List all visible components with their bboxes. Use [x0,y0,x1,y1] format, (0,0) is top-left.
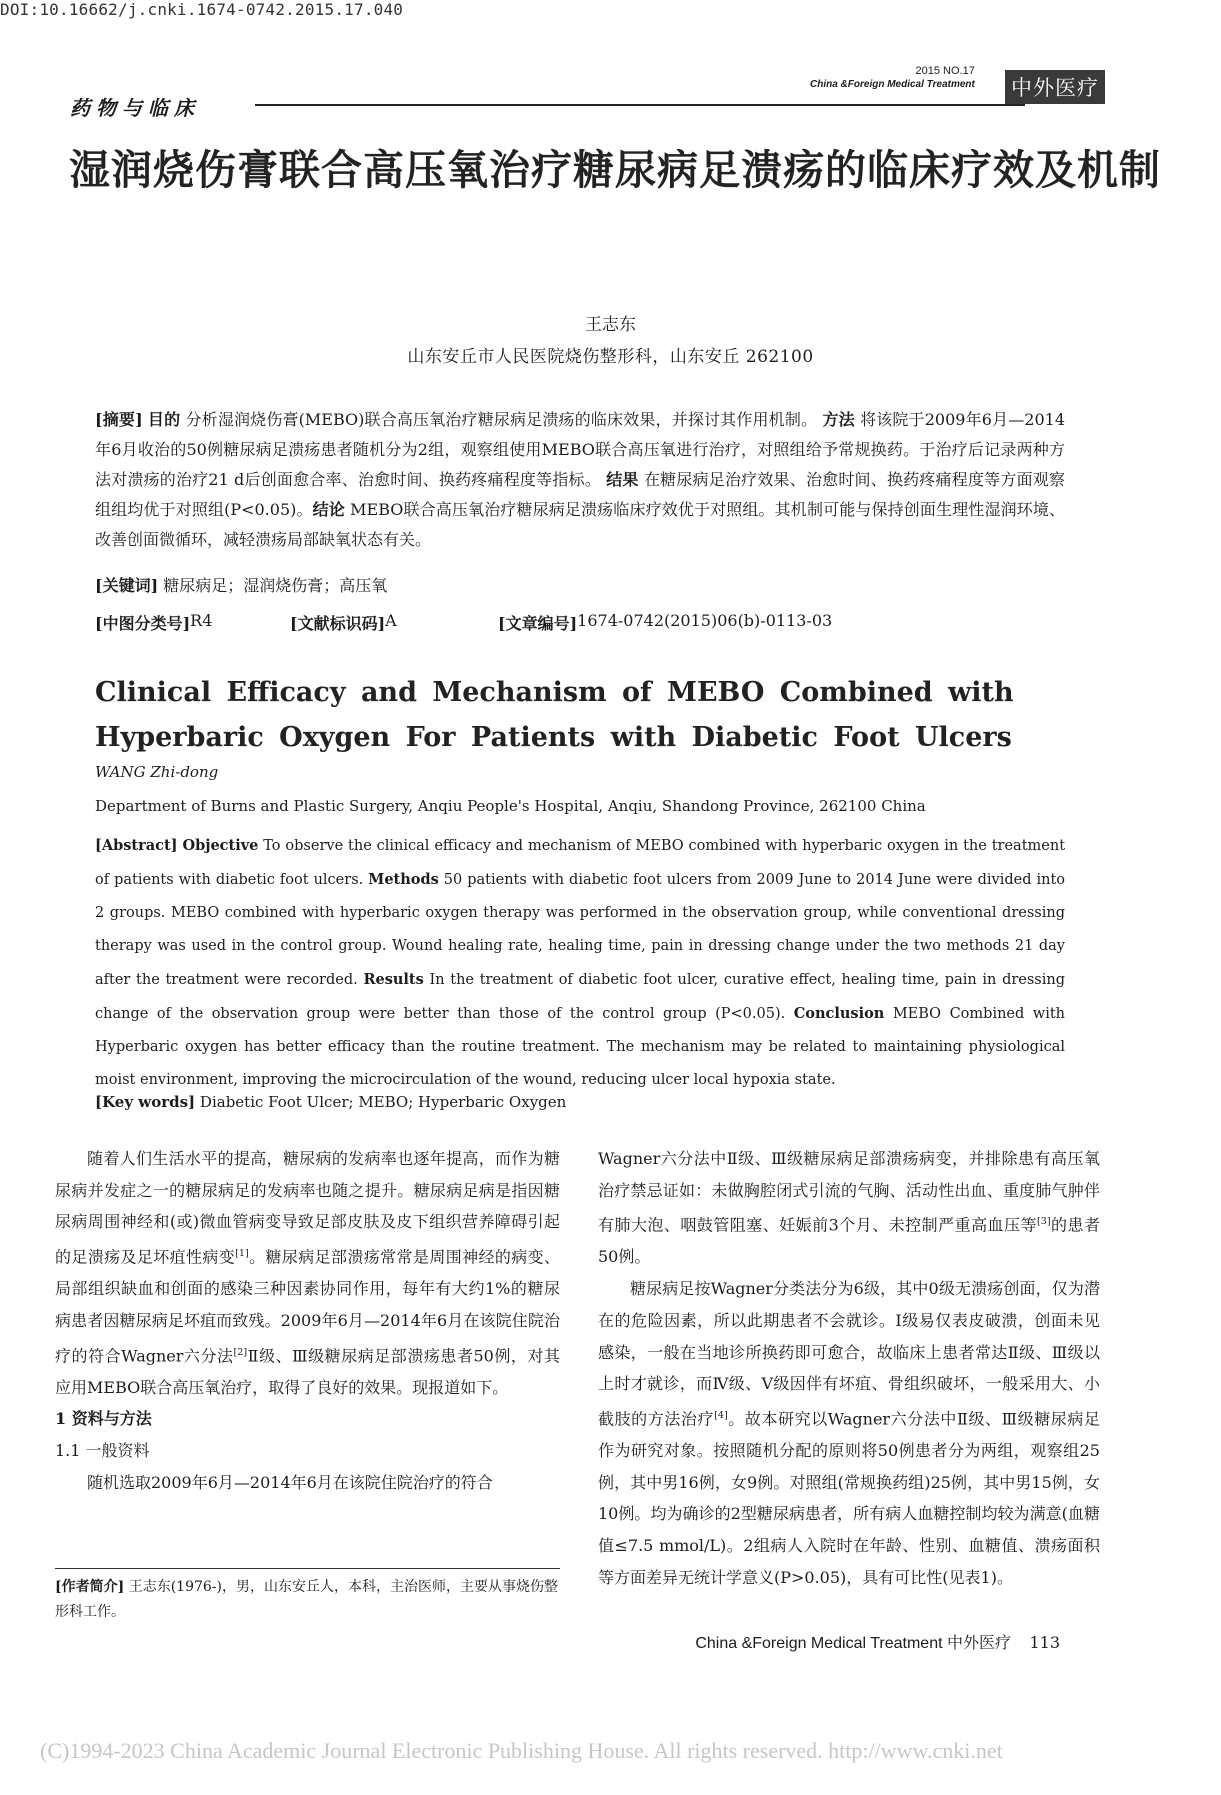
abstract-cn-obj: 分析湿润烧伤膏(MEBO)联合高压氧治疗糖尿病足溃疡的临床效果，并探讨其作用机制。 [185,410,818,429]
keywords-en [95,1093,566,1111]
keywords-cn [95,573,387,596]
title-cn: 湿润烧伤膏联合高压氧治疗糖尿病足溃疡的临床疗效及机制 [69,146,1161,194]
abstract-en-label: [Abstract] [95,837,178,854]
subsection-heading: 1.1 一般资料 [55,1440,150,1460]
page-number: 113 [1029,1633,1060,1652]
citation: [1] [235,1248,249,1260]
section-heading: 1 资料与方法 [55,1409,152,1429]
body-text: Wagner六分法中Ⅱ级、Ⅲ级糖尿病足部溃疡病变，并排除患有高压氧治疗禁忌证如：未做胸腔闭式引流的气胸、活动性出血、重度肺气肿伴有肺大泡、咽鼓管阻塞、妊娠前3个月、未控制严重高血压等 [598,1149,1100,1235]
keywords-en-text: Diabetic Foot Ulcer; MEBO; Hyperbaric Oxygen [199,1093,567,1111]
affiliation-cn: 山东安丘市人民医院烧伤整形科，山东安丘 262100 [407,347,814,367]
doc-field [290,611,397,634]
keywords-en-label: [Key words] [95,1093,196,1111]
abstract-cn-method: 将该院于2009年6月—2014年6月收治的50例糖尿病足溃疡患者随机分为2组，观察组使用MEBO联合高压氧进行治疗，对照组给予常规换药。于治疗后记录两种方法对溃疡的治疗21 d后创面愈合率、治愈时间、换药疼痛程度等指标。 [95,410,1066,489]
year-issue: 2015 NO.17 [915,65,975,77]
footnote-text: 王志东(1976-)，男，山东安丘人，本科，主治医师，主要从事烧伤整形科工作。 [55,1579,558,1620]
body-column-left [55,1143,560,1498]
abstract-en-method-label: Methods [368,871,439,888]
body-column-right [598,1143,1100,1594]
footnote-rule [55,1568,560,1569]
body-paragraph [55,1143,560,1403]
abstract-cn [95,405,1065,555]
affiliation-en: Department of Burns and Plastic Surgery, Anqiu People's Hospital, Anqiu, Shandong Province, 262100 China [95,797,926,815]
citation: [3] [1036,1216,1051,1228]
clc-value: R4 [190,611,213,630]
citation: [2] [233,1346,248,1358]
abstract-en-result: In the treatment of diabetic foot ulcer, curative effect, healing time, pain in dressing change of the observation group were better than those of the control group (P<0.05). [95,972,1065,1022]
clc-field [95,611,213,634]
abstract-cn-concl-label: 结论 [312,500,345,519]
abstract-cn-obj-label: 目的 [147,410,181,429]
journal-badge: 中外医疗 [1005,70,1105,104]
body-text: 。糖尿病足部溃疡常常是周围神经的病变、局部组织缺血和创面的感染三种因素协同作用，每年有大约1%的糖尿病患者因糖尿病足坏疽而致残。2009年6月—2014年6月在该院住院治疗的符合Wagner六分法 [55,1247,560,1365]
title-en: Clinical Efficacy and Mechanism of MEBO Combined with Hyperbaric Oxygen For Patients with Diabetic Foot Ulcers [95,677,1014,753]
body-text: 随着人们生活水平的提高，糖尿病的发病率也逐年提高，而作为糖尿病并发症之一的糖尿病足的发病率也随之提升。糖尿病足病是指因糖尿病周围神经和(或)微血管病变导致足部皮肤及皮下组织营养障碍引起的足溃疡及足坏疽性病变 [55,1149,560,1267]
keywords-cn-text: 糖尿病足；湿润烧伤膏；高压氧 [163,576,388,595]
abstract-en-concl: MEBO Combined with Hyperbaric oxygen has better efficacy than the routine treatment. The mechanism may be related to maintaining physiological moist environment, improving the microcirculation of the wound, reducing ulcer local hypoxia state. [95,1006,1066,1088]
abstract-en-result-label: Results [363,971,424,988]
abstract-cn-method-label: 方法 [822,410,855,429]
abstract-en-obj: To observe the clinical efficacy and mechanism of MEBO combined with hyperbaric oxygen in the treatment of patients with diabetic foot ulcers. [95,838,1066,888]
journal-meta [810,64,975,92]
art-value: 1674-0742(2015)06(b)-0113-03 [577,611,833,630]
abstract-en [95,829,1065,1097]
body-paragraph: 随机选取2009年6月—2014年6月在该院住院治疗的符合 [87,1472,493,1492]
body-text: 。故本研究以Wagner六分法中Ⅱ级、Ⅲ级糖尿病足作为研究对象。按照随机分配的原则将50例患者分为两组，观察组25例，其中男16例，女9例。对照组(常规换药组)25例，其中男15例，女10例。均为确诊的2型糖尿病患者，所有病人血糖控制均较为满意(血糖值≤7.5 mmol/L)。2组病人入院时在年龄、性别、血糖值、溃疡面积等方面差异无统计学意义(P>0.05)，具有可比性(见表1)。 [598,1409,1100,1587]
section-label: 药物与临床 [70,96,200,120]
abstract-en-obj-label: Objective [182,837,259,854]
body-text: 的患者50例。 [598,1215,1100,1267]
author-cn: 王志东 [585,315,636,335]
citation: [4] [714,1409,728,1421]
abstract-en-method: 50 patients with diabetic foot ulcers from 2009 June to 2014 June were divided into 2 groups. MEBO combined with hyperbaric oxygen therapy was performed in the observation group, while conventional dressing therapy was used in the control group. Wound healing rate, healing time, pain in dressing change under the two methods 21 day after the treatment were recorded. [95,872,1066,988]
copyright-watermark: (C)1994-2023 China Academic Journal Electronic Publishing House. All rights reserved. http://www.cnki.net [40,1738,1003,1763]
body-text: 糖尿病足按Wagner分类法分为6级，其中0级无溃疡创面，仅为潜在的危险因素，所以此期患者不会就诊。Ⅰ级易仅表皮破溃，创面未见感染，一般在当地诊所换药即可愈合，故临床上患者常达Ⅱ级、Ⅲ级以上时才就诊，而Ⅳ级、Ⅴ级因伴有坏疽、骨组织破坏，一般采用大、小截肢的方法治疗 [598,1279,1100,1429]
art-field [498,611,833,634]
art-label: [文章编号] [498,614,578,633]
clc-label: [中图分类号] [95,614,191,633]
abstract-en-concl-label: Conclusion [793,1005,885,1022]
doc-label: [文献标识码] [290,614,386,633]
body-paragraph [598,1273,1100,1593]
footnote-label: [作者简介] [55,1579,125,1595]
footer-journal: China &Foreign Medical Treatment 中外医疗 [695,1635,1011,1652]
body-text: Ⅱ级、Ⅲ级糖尿病足部溃疡患者50例，对其应用MEBO联合高压氧治疗，取得了良好的效果。现报道如下。 [55,1345,560,1397]
doc-value: A [385,611,397,630]
journal-name-en: China &Foreign Medical Treatment [810,79,975,90]
keywords-cn-label: [关键词] [95,576,159,595]
author-en: WANG Zhi-dong [95,763,219,781]
page-footer [0,1630,1060,1653]
abstract-cn-label: [摘要] [95,410,143,429]
author-footnote [55,1575,560,1625]
body-paragraph [598,1143,1100,1273]
abstract-cn-result: 在糖尿病足治疗效果、治愈时间、换药疼痛程度等方面观察组组均优于对照组(P<0.05)。 [95,470,1065,519]
header-rule [255,104,1025,106]
abstract-cn-concl: MEBO联合高压氧治疗糖尿病足溃疡临床疗效优于对照组。其机制可能与保持创面生理性湿润环境、改善创面微循环，减轻溃疡局部缺氧状态有关。 [95,500,1065,549]
abstract-cn-result-label: 结果 [606,470,639,489]
doi-line: DOI:10.16662/j.cnki.1674-0742.2015.17.040 [0,0,404,19]
